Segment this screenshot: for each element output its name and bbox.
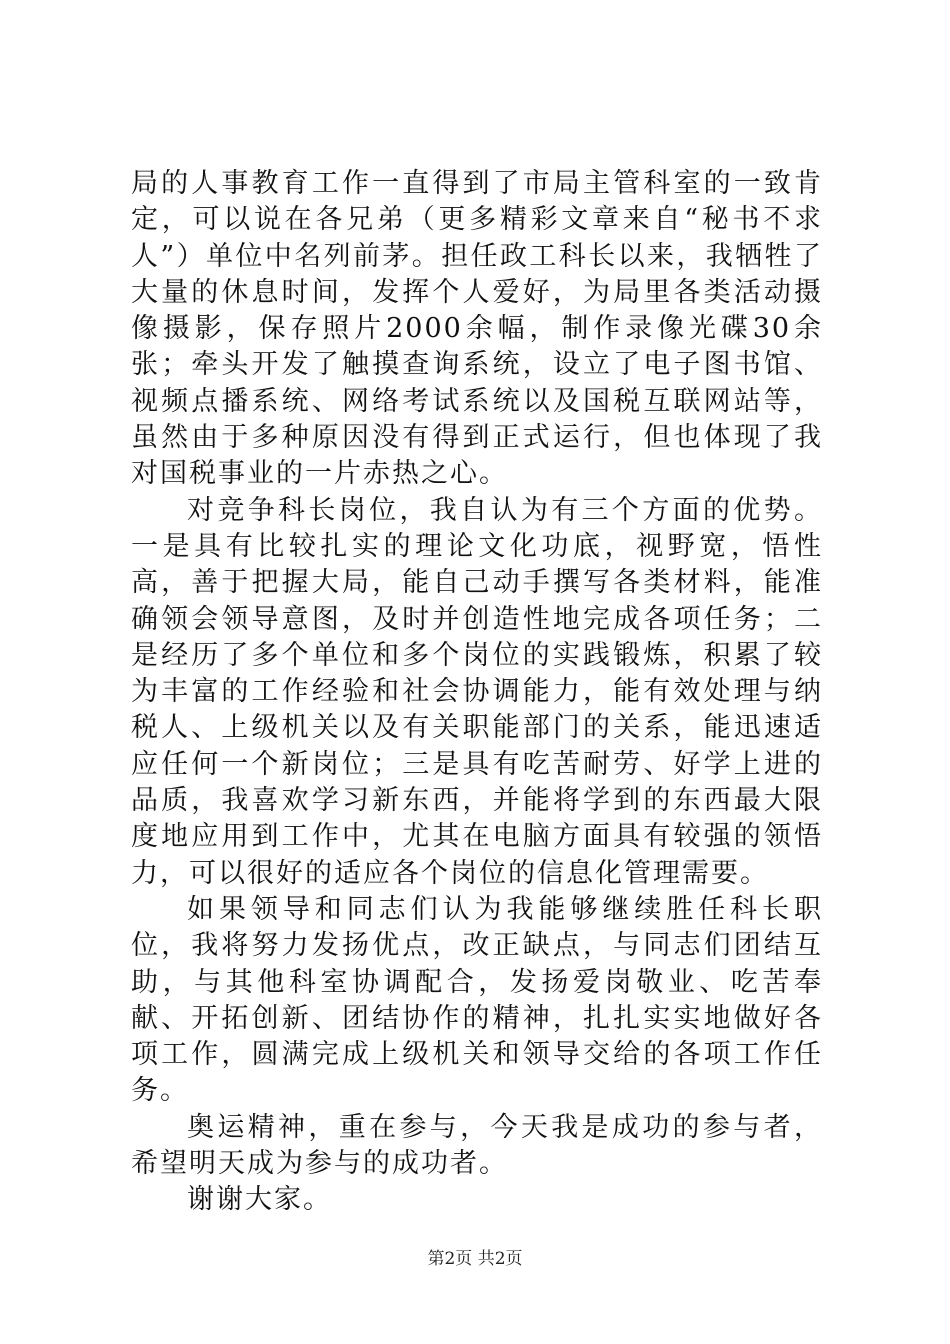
paragraph-1: 局的人事教育工作一直得到了市局主管科室的一致肯定，可以说在各兄弟（更多精彩文章来自“秘书不求人”）单位中名列前茅。担任政工科长以来，我牺牲了大量的休息时间，发挥个人爱好，为局里各类活动摄像摄影，保存照片2000余幅，制作录像光碟30余张；牵头开发了触摸查询系统，设立了电子图书馆、视频点播系统、网络考试系统以及国税互联网站等，虽然由于多种原因没有得到正式运行，但也体现了我对国税事业的一片赤热之心。 bbox=[131, 168, 823, 490]
page-number-footer: 第2页 共2页 bbox=[427, 1249, 523, 1269]
paragraph-4: 奥运精神，重在参与，今天我是成功的参与者，希望明天成为参与的成功者。 bbox=[131, 1111, 823, 1180]
document-body bbox=[131, 166, 823, 1219]
paragraph-2: 对竞争科长岗位，我自认为有三个方面的优势。一是具有比较扎实的理论文化功底，视野宽，悟性高，善于把握大局，能自己动手撰写各类材料，能准确领会领导意图，及时并创造性地完成各项任务；二是经历了多个单位和多个岗位的实践锻炼，积累了较为丰富的工作经验和社会协调能力，能有效处理与纳税人、上级机关以及有关职能部门的关系，能迅速适应任何一个新岗位；三是具有吃苦耐劳、好学上进的品质，我喜欢学习新东西，并能将学到的东西最大限度地应用到工作中，尤其在电脑方面具有较强的领悟力，可以很好的适应各个岗位的信息化管理需要。 bbox=[131, 494, 823, 889]
paragraph-5: 谢谢大家。 bbox=[187, 1184, 332, 1216]
paragraph-3: 如果领导和同志们认为我能够继续胜任科长职位，我将努力发扬优点，改正缺点，与同志们团结互助，与其他科室协调配合，发扬爱岗敬业、吃苦奉献、开拓创新、团结协作的精神，扎扎实实地做好各项工作，圆满完成上级机关和领导交给的各项工作任务。 bbox=[131, 893, 823, 1107]
